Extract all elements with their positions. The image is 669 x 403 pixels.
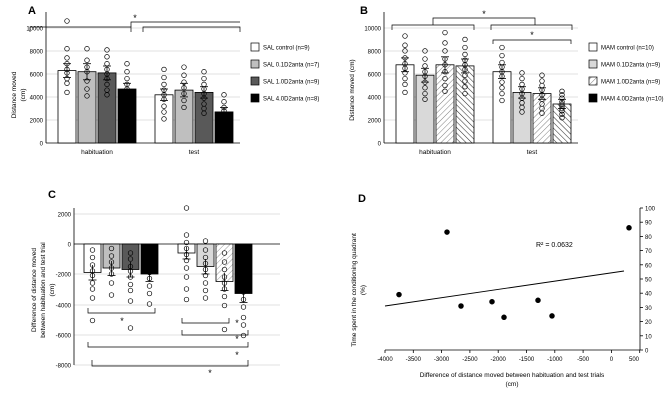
panel-d-letter: D [358, 193, 366, 205]
panel-b-ylabel: Distance moved (cm) [349, 59, 356, 121]
panel-b [340, 0, 669, 180]
panel-d-xtick-1: -3500 [405, 357, 421, 363]
panel-a-chart [0, 0, 340, 180]
panel-c-ytick-5: -8000 [55, 363, 71, 370]
panel-b-bars-habituation [396, 57, 474, 143]
panel-b-bars-test [493, 65, 571, 143]
panel-d-xlabel-1: Difference of distance moved between habituation and test trials [419, 372, 605, 379]
panel-a-significance [30, 13, 240, 32]
panel-c-ylabel-1: Difference of distance moved [31, 247, 38, 333]
panel-b-ytick-4: 8000 [367, 49, 381, 56]
panel-c-ytick-0: 2000 [57, 212, 71, 219]
panel-b-cat-test: test [526, 149, 538, 156]
panel-d-ytick-5: 50 [645, 277, 652, 284]
panel-a-ytick-5: 10000 [26, 26, 43, 33]
panel-a-legend-0: SAL control (n=9) [263, 45, 310, 52]
panel-a-legend-2: SAL 1.0D2anta (n=9) [263, 79, 320, 86]
panel-a-ylabel-2: (cm) [20, 88, 27, 102]
panel-a-bars-test [155, 83, 233, 143]
panel-d-ytick-9: 90 [645, 220, 652, 227]
panel-b-star-1: * [482, 9, 486, 19]
panel-a-cat-habituation: habituation [81, 149, 113, 156]
panel-a-ytick-4: 8000 [29, 49, 43, 56]
panel-b-legend-3: MAM 4.0D2anta (n=10) [601, 96, 664, 103]
panel-a-ytick-0: 0 [39, 141, 43, 148]
panel-d-ytick-4: 40 [645, 291, 652, 298]
panel-d-ytick-6: 60 [645, 263, 652, 270]
panel-b-legend-2: MAM 1.0D2anta (n=9) [601, 79, 661, 86]
panel-c-letter: C [48, 189, 56, 201]
panel-a-ytick-2: 4000 [29, 95, 43, 102]
panel-c-star-5: * [208, 368, 212, 378]
panel-c-star-4: * [235, 350, 239, 360]
panel-d-xtick-2: -3000 [433, 357, 450, 363]
panel-d-chart [340, 180, 669, 403]
panel-d-xtick-4: -2000 [490, 357, 506, 363]
panel-a-legend-3: SAL 4.0D2anta (n=8) [263, 96, 320, 103]
panel-a-ytick-3: 6000 [29, 72, 43, 79]
panel-d-ylabel-2: (%) [360, 284, 367, 296]
panel-d-ytick-10: 100 [645, 206, 656, 213]
panel-b-ytick-1: 2000 [367, 118, 381, 125]
panel-a-ylabel-1: Distance moved [11, 71, 18, 119]
panel-a-bars-habituation [58, 64, 136, 143]
panel-c-star-1: * [120, 316, 124, 326]
panel-c-star-3: * [235, 334, 239, 344]
panel-d-xtick-9: 500 [628, 357, 640, 363]
panel-d-ytick-8: 80 [645, 234, 652, 241]
panel-c-ytick-3: -4000 [55, 303, 71, 310]
panel-a-letter: A [28, 5, 36, 17]
panel-b-star-2: * [530, 30, 534, 40]
panel-b-legend [589, 43, 664, 103]
panel-d-ylabel-1: Time spent in the conditioning quadrant [351, 233, 358, 347]
panel-b-significance [392, 9, 572, 44]
panel-b-ytick-3: 6000 [367, 72, 381, 79]
panel-d-xtick-6: -1000 [547, 357, 563, 363]
panel-c-ytick-2: -2000 [55, 272, 71, 279]
panel-d-ytick-1: 10 [645, 334, 652, 341]
panel-b-cat-habituation: habituation [419, 149, 451, 156]
panel-b-ytick-5: 10000 [364, 26, 381, 33]
panel-c-ylabel-3: (cm) [49, 283, 56, 297]
panel-d-xlabel-2: (cm) [505, 381, 519, 388]
panel-d-xtick-3: -2500 [462, 357, 478, 363]
panel-a-legend [251, 43, 319, 103]
panel-d-xtick-5: -1500 [518, 357, 535, 363]
panel-c-ylabel-2: between habituation and test trial [40, 242, 47, 338]
panel-d-points [397, 225, 632, 319]
panel-c-chart [0, 180, 340, 403]
panel-b-ytick-0: 0 [377, 141, 381, 148]
panel-c-star-2: * [235, 318, 239, 328]
panel-b-letter: B [360, 5, 368, 17]
panel-c [0, 180, 340, 403]
panel-d [340, 180, 669, 403]
panel-d-ytick-3: 30 [645, 305, 652, 312]
panel-b-ytick-2: 4000 [367, 95, 381, 102]
panel-d-xtick-7: -500 [577, 357, 590, 363]
panel-a-star: * [133, 13, 137, 23]
panel-d-xtick-marks [385, 350, 640, 353]
panel-a [0, 0, 340, 180]
panel-d-ytick-0: 0 [645, 348, 649, 355]
panel-d-ytick-marks [640, 208, 643, 350]
panel-c-bars-mam [178, 244, 252, 303]
panel-b-legend-0: MAM control (n=10) [601, 45, 654, 52]
panel-d-xtick-8: 0 [609, 357, 614, 363]
panel-c-ytick-1: 0 [67, 242, 71, 249]
panel-b-legend-1: MAM 0.1D2anta (n=9) [601, 62, 661, 69]
panel-d-ytick-7: 70 [645, 249, 652, 256]
panel-a-cat-test: test [188, 149, 200, 156]
panel-a-legend-1: SAL 0.1D2anta (n=7) [263, 62, 320, 69]
panel-d-r2-annotation: R² = 0.0632 [536, 242, 573, 249]
panel-d-trendline [385, 271, 624, 306]
panel-d-xtick-0: -4000 [377, 357, 393, 363]
panel-c-significance [88, 308, 248, 378]
panel-b-chart [340, 0, 669, 180]
panel-a-ytick-1: 2000 [29, 118, 43, 125]
panel-d-ytick-2: 20 [645, 320, 652, 327]
panel-c-ytick-4: -6000 [55, 333, 71, 340]
